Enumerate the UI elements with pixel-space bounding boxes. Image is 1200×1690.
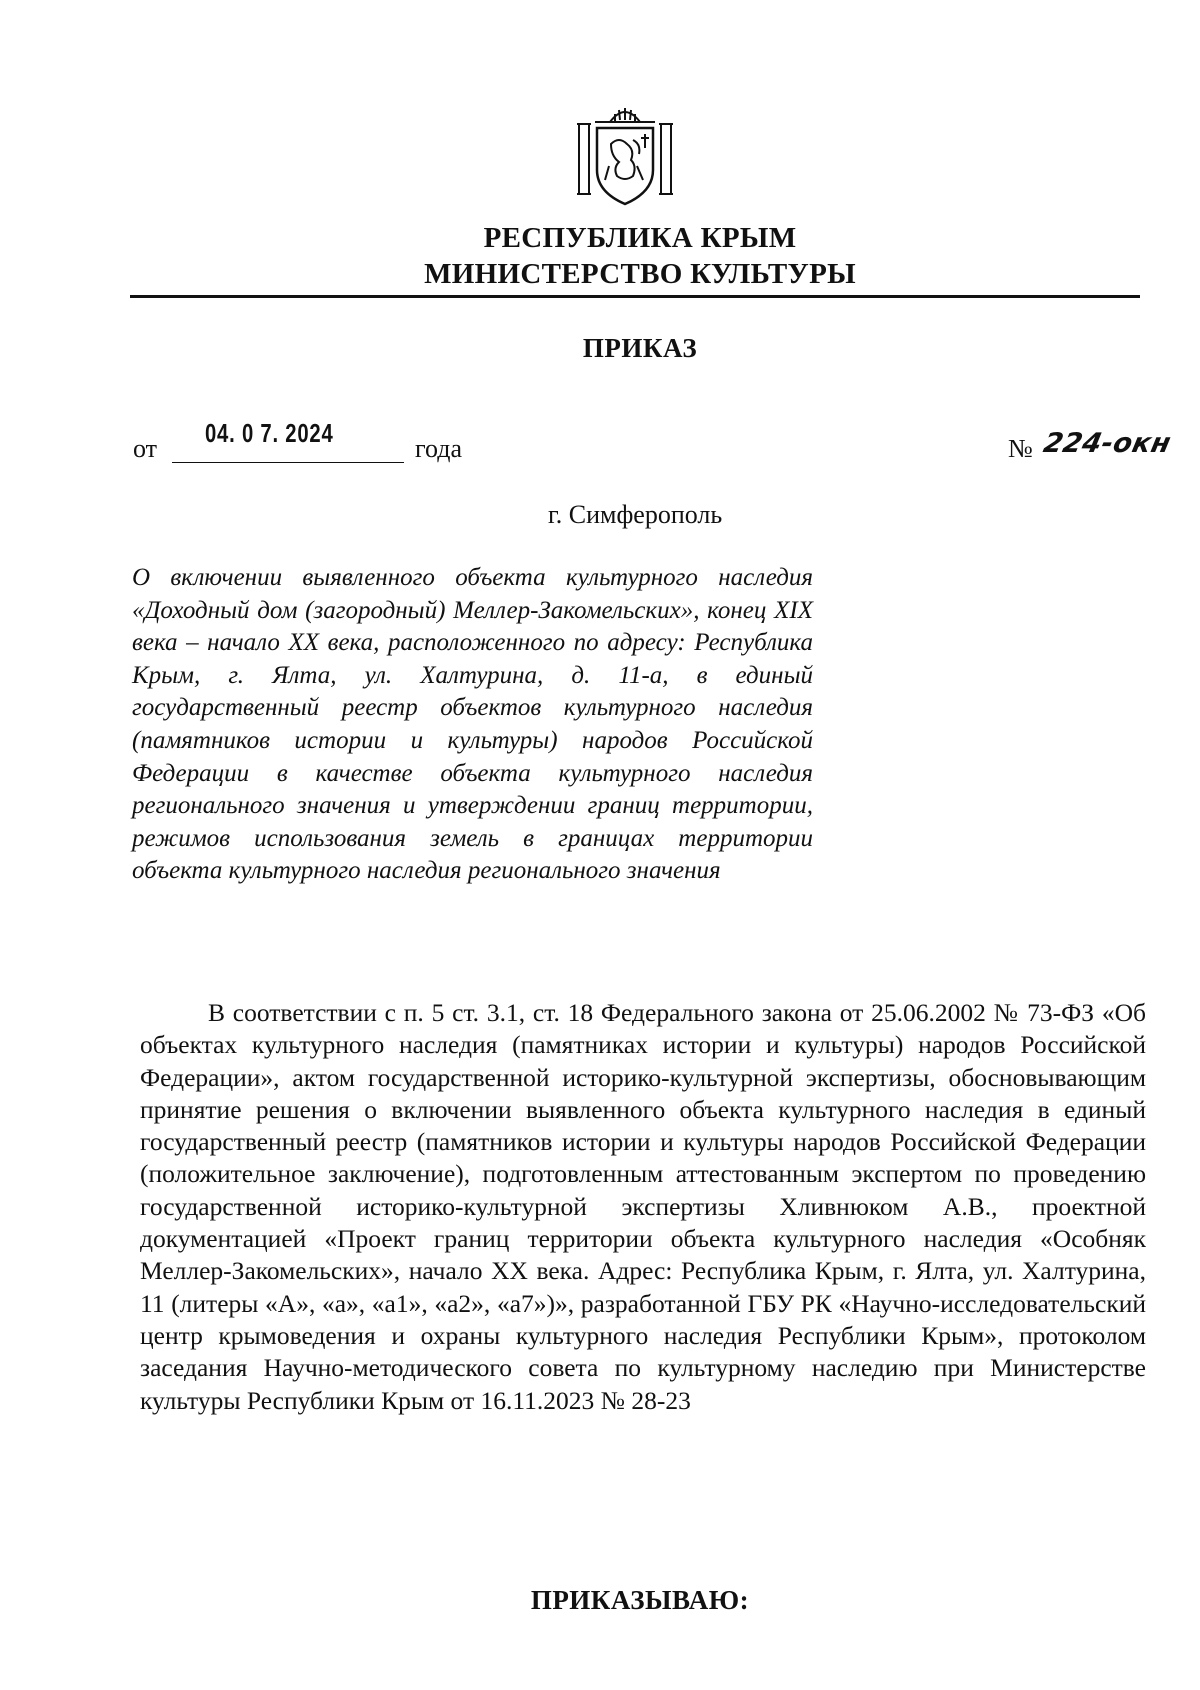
date-prefix: от (133, 434, 158, 463)
order-number-label: № (1008, 434, 1033, 463)
document-type-title: ПРИКАЗ (582, 333, 698, 363)
date-suffix: года (415, 434, 463, 463)
order-heading: ПРИКАЗЫВАЮ: (530, 1585, 750, 1615)
crimea-coat-of-arms-icon (575, 100, 675, 210)
preamble-paragraph: В соответствии с п. 5 ст. 3.1, ст. 18 Федерального закона от 25.06.2002 № 73-ФЗ «Об объектах культурного наследия (памятниках истории и культуры) народов Российской Федерации», актом государственной историко-культурной экспертизы, обосновывающим принятие решения о включении выявленного объекта культурного наследия в единый государственный реестр (памятников истории и культуры народов Российской Федерации (положительное заключение), подготовленным аттестованным экспертом по проведению государственной историко-культурной экспертизы Хливнюком А.В., проектной документацией «Проект границ территории объекта культурного наследия «Особняк Меллер-Закомельских», начало XX века. Адрес: Республика Крым, г. Ялта, ул. Халтурина, 11 (литеры «А», «а», «а1», «а2», «а7»)», разработанной ГБУ РК «Научно-исследовательский центр крымоведения и охраны культурного наследия Республики Крым», протоколом заседания Научно-методического совета по культурному наследию при Министерстве культуры Республики Крым от 16.11.2023 № 28-23 (140, 998, 1146, 1415)
header-divider (130, 295, 1140, 298)
handwritten-order-number: 224-окн (1040, 428, 1174, 459)
city-line: г. Симферополь (548, 500, 723, 529)
date-underline (172, 462, 404, 463)
republic-title: РЕСПУБЛИКА КРЫМ (483, 222, 797, 254)
order-subject: О включении выявленного объекта культурного наследия «Доходный дом (загородный) Меллер-Закомельских», конец XIX века – начало XX века, расположенного по адресу: Республика Крым, г. Ялта, ул. Халтурина, д. 11-а, в единый государственный реестр объектов культурного наследия (памятников истории и культуры) народов Российской Федерации в качестве объекта культурного наследия регионального значения и утверждении границ территории, режимов использования земель в границах территории объекта культурного наследия регионального значения (132, 564, 813, 885)
ministry-title: МИНИСТЕРСТВО КУЛЬТУРЫ (424, 258, 856, 290)
handwritten-date: 04. 0 7. 2024 (205, 418, 334, 448)
